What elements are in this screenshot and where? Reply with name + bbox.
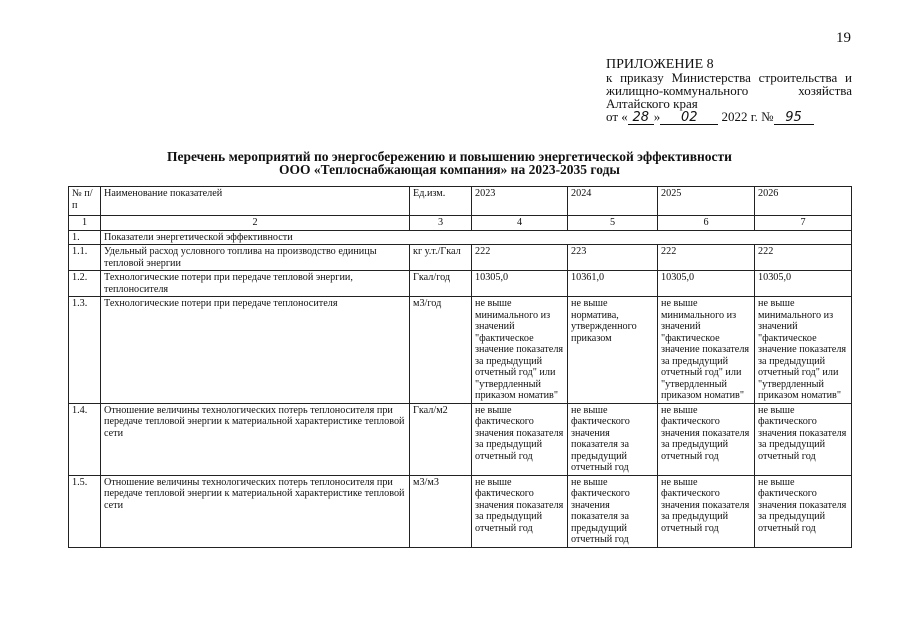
appendix-block bbox=[606, 58, 852, 125]
section-row bbox=[69, 230, 852, 245]
row-num: 1.2. bbox=[69, 271, 101, 297]
document-heading bbox=[0, 150, 899, 176]
value-2025: не выше фактического значения показателя за предыдущий отчетный год bbox=[658, 403, 755, 475]
value-2026: не выше фактического значения показателя за предыдущий отчетный год bbox=[755, 475, 852, 547]
value-2023: не выше фактического значения показателя за предыдущий отчетный год bbox=[472, 475, 568, 547]
row-num: 1.1. bbox=[69, 245, 101, 271]
appendix-line-1: к приказу Министерства строительства и bbox=[606, 70, 852, 85]
appendix-title: ПРИЛОЖЕНИЕ 8 bbox=[606, 57, 714, 72]
numbering-cell: 6 bbox=[658, 216, 755, 231]
row-num: 1.4. bbox=[69, 403, 101, 475]
row-unit: Гкал/м2 bbox=[410, 403, 472, 475]
appendix-line-3: Алтайского края bbox=[606, 96, 698, 111]
table-row bbox=[69, 271, 852, 297]
value-2024: не выше фактического значения показателя за предыдущий отчетный год bbox=[568, 403, 658, 475]
col-header-2026: 2026 bbox=[755, 187, 852, 216]
handwritten-day: 28 bbox=[628, 111, 654, 125]
row-num: 1.3. bbox=[69, 297, 101, 404]
value-2024: не выше фактического значения показателя за предыдущий отчетный год bbox=[568, 475, 658, 547]
row-num: 1.5. bbox=[69, 475, 101, 547]
row-unit: Гкал/год bbox=[410, 271, 472, 297]
date-mid: » bbox=[653, 109, 661, 124]
value-2026: не выше минимального из значений "фактическое значение показателя за предыдущий отчетный год" или "утвердленный приказом номатив" bbox=[755, 297, 852, 404]
row-name: Отношение величины технологических потерь теплоносителя при передаче тепловой энергии к материальной характеристике тепловой сети bbox=[101, 475, 410, 547]
table-row bbox=[69, 403, 852, 475]
date-year: 2022 г. № bbox=[721, 109, 774, 124]
col-header-2024: 2024 bbox=[568, 187, 658, 216]
value-2023: не выше минимального из значений "фактическое значение показателя за предыдущий отчетный год" или "утвердленный приказом номатив" bbox=[472, 297, 568, 404]
value-2026: 222 bbox=[755, 245, 852, 271]
row-unit: м3/м3 bbox=[410, 475, 472, 547]
date-prefix: от « bbox=[606, 109, 628, 124]
numbering-cell: 1 bbox=[69, 216, 101, 231]
table-row bbox=[69, 245, 852, 271]
heading-line-2: ООО «Теплоснабжающая компания» на 2023-2035 годы bbox=[279, 162, 620, 177]
page-number: 19 bbox=[836, 30, 851, 46]
table-row bbox=[69, 475, 852, 547]
numbering-cell: 2 bbox=[101, 216, 410, 231]
value-2025: 10305,0 bbox=[658, 271, 755, 297]
col-header-num: № п/п bbox=[69, 187, 101, 216]
section-num: 1. bbox=[69, 230, 101, 245]
value-2026: 10305,0 bbox=[755, 271, 852, 297]
numbering-cell: 4 bbox=[472, 216, 568, 231]
handwritten-order-number: 95 bbox=[774, 111, 814, 125]
col-header-unit: Ед.изм. bbox=[410, 187, 472, 216]
numbering-cell: 3 bbox=[410, 216, 472, 231]
value-2025: 222 bbox=[658, 245, 755, 271]
value-2025: не выше минимального из значений "фактическое значение показателя за предыдущий отчетный год" или "утвердленный приказом номатив" bbox=[658, 297, 755, 404]
numbering-cell: 5 bbox=[568, 216, 658, 231]
handwritten-month: 02 bbox=[660, 111, 718, 125]
row-unit: м3/год bbox=[410, 297, 472, 404]
row-unit: кг у.т./Гкал bbox=[410, 245, 472, 271]
appendix-line-2: жилищно-коммунального хозяйства bbox=[606, 83, 852, 98]
indicators-table bbox=[68, 186, 852, 548]
value-2025: не выше фактического значения показателя за предыдущий отчетный год bbox=[658, 475, 755, 547]
table-header-row bbox=[69, 187, 852, 216]
value-2023: 10305,0 bbox=[472, 271, 568, 297]
row-name: Удельный расход условного топлива на производство единицы тепловой энергии bbox=[101, 245, 410, 271]
appendix-date-line bbox=[606, 110, 852, 125]
value-2023: 222 bbox=[472, 245, 568, 271]
col-header-2025: 2025 bbox=[658, 187, 755, 216]
value-2026: не выше фактического значения показателя за предыдущий отчетный год bbox=[755, 403, 852, 475]
table-row bbox=[69, 297, 852, 404]
value-2023: не выше фактического значения показателя за предыдущий отчетный год bbox=[472, 403, 568, 475]
row-name: Технологические потери при передаче тепловой энергии, теплоносителя bbox=[101, 271, 410, 297]
numbering-cell: 7 bbox=[755, 216, 852, 231]
col-header-2023: 2023 bbox=[472, 187, 568, 216]
value-2024: не выше норматива, утвержденного приказом bbox=[568, 297, 658, 404]
col-header-name: Наименование показателей bbox=[101, 187, 410, 216]
heading-line-1: Перечень мероприятий по энергосбережению и повышению энергетической эффективности bbox=[167, 149, 732, 164]
numbering-row bbox=[69, 216, 852, 231]
row-name: Технологические потери при передаче теплоносителя bbox=[101, 297, 410, 404]
row-name: Отношение величины технологических потерь теплоносителя при передаче тепловой энергии к материальной характеристике тепловой сети bbox=[101, 403, 410, 475]
value-2024: 223 bbox=[568, 245, 658, 271]
value-2024: 10361,0 bbox=[568, 271, 658, 297]
section-title: Показатели энергетической эффективности bbox=[101, 230, 852, 245]
